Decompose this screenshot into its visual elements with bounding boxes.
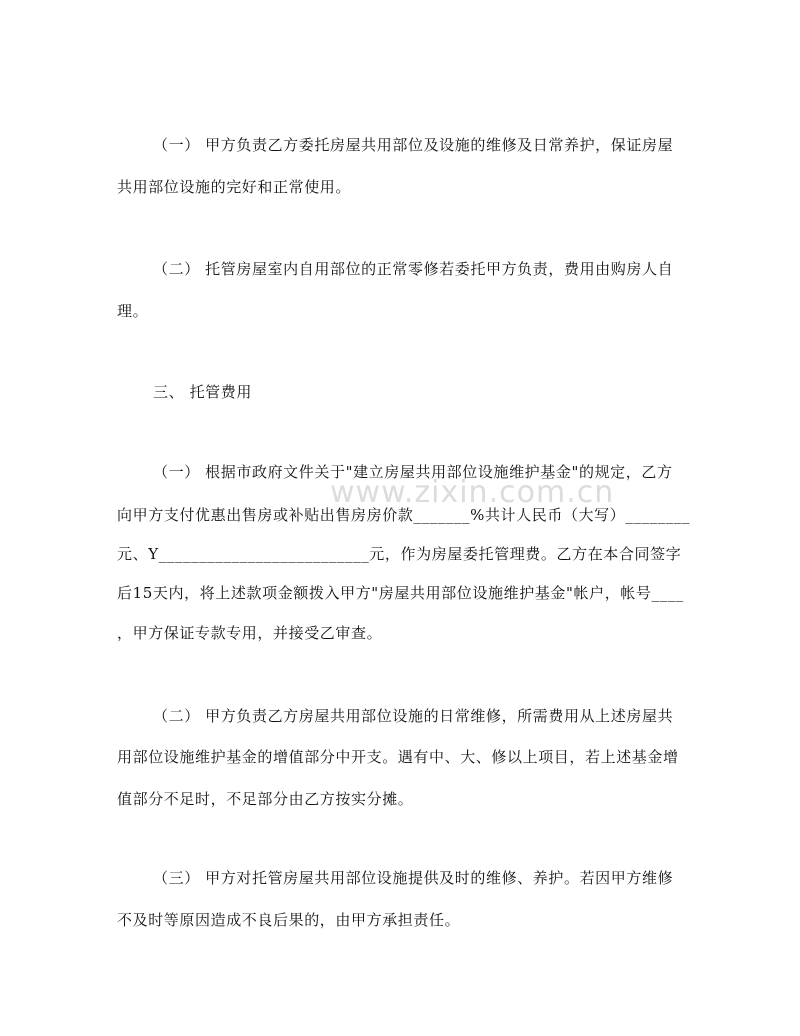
paragraph-5-line-2: 不及时等原因造成不良后果的，由甲方承担责任。: [117, 911, 461, 929]
section-heading: 三、 托管费用: [153, 383, 252, 401]
paragraph-3-line-3: 元、Y__________________________元，作为房屋委托管理费。乙方在本合同签字: [117, 545, 682, 563]
paragraph-5-line-1: （三） 甲方对托管房屋共用部位设施提供及时的维修、养护。若因甲方维修: [153, 869, 674, 887]
paragraph-3-line-1: （一） 根据市政府文件关于"建立房屋共用部位设施维护基金"的规定，乙方: [153, 463, 673, 481]
paragraph-4-line-3: 值部分不足时，不足部分由乙方按实分摊。: [117, 790, 414, 808]
watermark-text: www.zixin.com.cn: [330, 475, 615, 510]
paragraph-3-line-4: 后15天内，将上述款项金额拨入甲方"房屋共用部位设施维护基金"帐户，帐号____: [117, 584, 684, 602]
paragraph-4-line-1: （二） 甲方负责乙方房屋共用部位设施的日常维修，所需费用从上述房屋共: [153, 707, 674, 725]
paragraph-3-line-2: 向甲方支付优惠出售房或补贴出售房房价款_______%共计人民币（大写）________: [117, 506, 691, 524]
paragraph-2-line-2: 理。: [117, 302, 149, 320]
paragraph-3-line-5: ，甲方保证专款专用，并接受乙审查。: [117, 624, 383, 642]
paragraph-1-line-2: 共用部位设施的完好和正常使用。: [117, 178, 352, 196]
paragraph-1-line-1: （一） 甲方负责乙方委托房屋共用部位及设施的维修及日常养护，保证房屋: [153, 136, 674, 154]
paragraph-2-line-1: （二） 托管房屋室内自用部位的正常零修若委托甲方负责，费用由购房人自: [153, 260, 674, 278]
paragraph-4-line-2: 用部位设施维护基金的增值部分中开支。遇有中、大、修以上项目，若上述基金增: [117, 748, 679, 766]
